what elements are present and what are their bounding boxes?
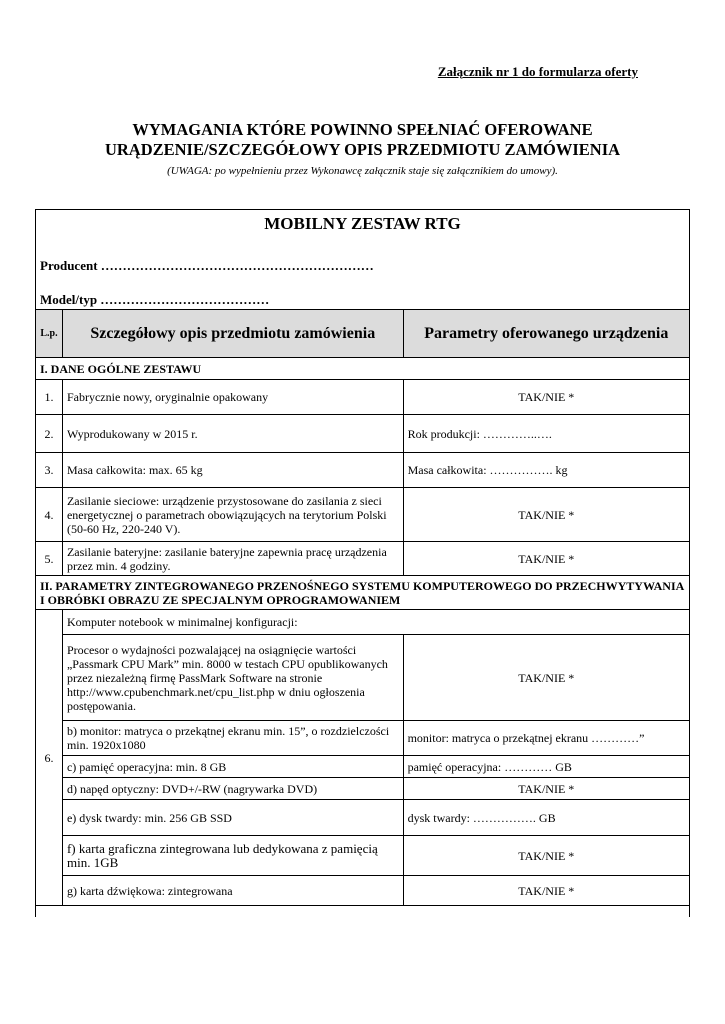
row-desc: Procesor o wydajności pozwalającej na osiągnięcie wartości „Passmark CPU Mark” min. 8000 w testach CPU opublikowanych przez niezależną firmę PassMark Software na stronie http://www.cpubenchmark.net/cpu_list.php w dniu ogłoszenia postępowania. (62, 635, 403, 721)
table-row (36, 721, 690, 756)
spec-table (35, 309, 690, 906)
header-param: Parametry oferowanego urządzenia (403, 310, 689, 358)
model-field: Model/typ ………………………………… (40, 292, 270, 307)
row-lp: 2. (36, 415, 63, 453)
row-param: monitor: matryca o przekątnej ekranu …………” (403, 721, 689, 756)
table-row (36, 610, 690, 635)
table-row (36, 542, 690, 576)
row-desc: Wyprodukowany w 2015 r. (62, 415, 403, 453)
table-row (36, 800, 690, 836)
row-lp: 3. (36, 453, 63, 488)
row-param: TAK/NIE * (403, 380, 689, 415)
row-desc: Zasilanie bateryjne: zasilanie bateryjne zapewnia pracę urządzenia przez min. 4 godziny. (62, 542, 403, 576)
row-param: TAK/NIE * (403, 778, 689, 800)
title-line-2: URĄDZENIE/SZCZEGÓŁOWY OPIS PRZEDMIOTU ZAMÓWIENIA (104, 140, 621, 159)
section-2-header: II. PARAMETRY ZINTEGROWANEGO PRZENOŚNEGO SYSTEMU KOMPUTEROWEGO DO PRZECHWYTYWANIA I OBRÓBKI OBRAZU ZE SPECJALNYM OPROGRAMOWANIEM (36, 576, 690, 610)
row-desc: Fabrycznie nowy, oryginalnie opakowany (62, 380, 403, 415)
row-lp: 1. (36, 380, 63, 415)
spec-form (35, 209, 690, 917)
row-desc: Masa całkowita: max. 65 kg (62, 453, 403, 488)
table-header (36, 310, 690, 358)
table-row (36, 635, 690, 721)
attachment-label: Załącznik nr 1 do formularza oferty (437, 64, 638, 79)
row-param: dysk twardy: ……………. GB (403, 800, 689, 836)
header-lp: L.p. (36, 310, 63, 358)
producent-field: Producent ……………………………………………………… (40, 258, 374, 273)
row-param: Rok produkcji: …………..…. (403, 415, 689, 453)
row-desc: g) karta dźwiękowa: zintegrowana (62, 876, 403, 906)
row-desc: c) pamięć operacyjna: min. 8 GB (62, 756, 403, 778)
table-row (36, 756, 690, 778)
row-param: TAK/NIE * (403, 488, 689, 542)
table-row (36, 876, 690, 906)
row-param: TAK/NIE * (403, 836, 689, 876)
row-lp: 4. (36, 488, 63, 542)
note: (UWAGA: po wypełnieniu przez Wykonawcę załącznik staje się załącznikiem do umowy). (167, 165, 558, 177)
document-title (0, 120, 725, 160)
row-intro: Komputer notebook w minimalnej konfiguracji: (62, 610, 689, 635)
row-desc: Zasilanie sieciowe: urządzenie przystosowane do zasilania z sieci energetycznej o parametrach obowiązujących na terytorium Polski (50-60 Hz, 220-240 V). (62, 488, 403, 542)
table-row (36, 778, 690, 800)
title-line-1: WYMAGANIA KTÓRE POWINNO SPEŁNIAĆ OFEROWANE (132, 120, 593, 139)
table-row (36, 836, 690, 876)
header-desc: Szczegółowy opis przedmiotu zamówienia (62, 310, 403, 358)
row-desc: d) napęd optyczny: DVD+/-RW (nagrywarka DVD) (62, 778, 403, 800)
section-1-header: I. DANE OGÓLNE ZESTAWU (36, 358, 690, 380)
row-desc: f) karta graficzna zintegrowana lub dedykowana z pamięcią min. 1GB (62, 836, 403, 876)
row-param: TAK/NIE * (403, 635, 689, 721)
table-row (36, 380, 690, 415)
table-row (36, 488, 690, 542)
table-row (36, 453, 690, 488)
row-param: TAK/NIE * (403, 542, 689, 576)
row-lp: 6. (36, 610, 63, 906)
table-row (36, 415, 690, 453)
row-lp: 5. (36, 542, 63, 576)
row-param: pamięć operacyjna: ………… GB (403, 756, 689, 778)
row-param: Masa całkowita: ……………. kg (403, 453, 689, 488)
box-title: MOBILNY ZESTAW RTG (264, 214, 461, 233)
row-desc: e) dysk twardy: min. 256 GB SSD (62, 800, 403, 836)
row-desc: b) monitor: matryca o przekątnej ekranu min. 15”, o rozdzielczości min. 1920x1080 (62, 721, 403, 756)
row-param: TAK/NIE * (403, 876, 689, 906)
